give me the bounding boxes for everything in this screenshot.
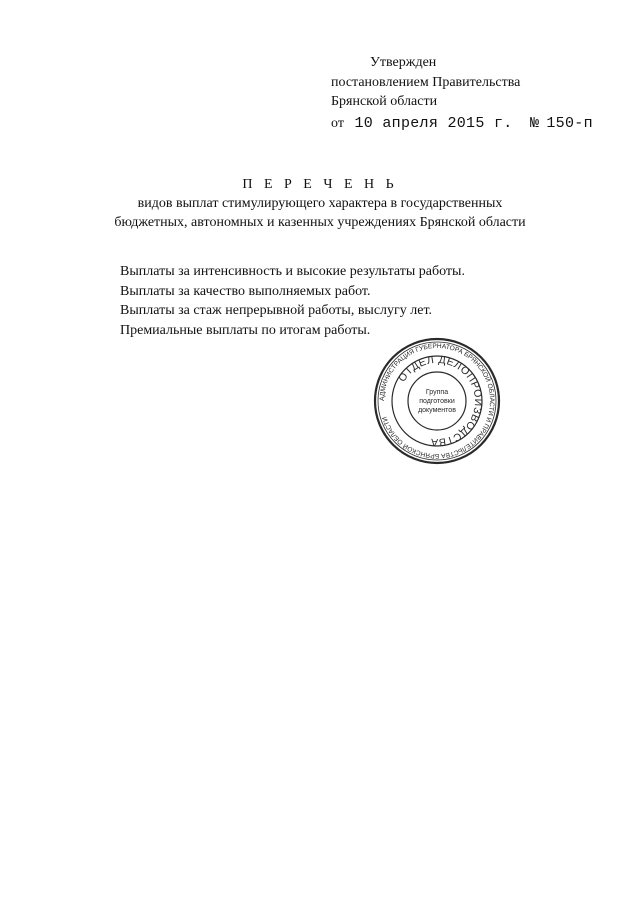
approval-block [331, 53, 593, 133]
number-label: № [530, 114, 540, 132]
document-title: П Е Р Е Ч Е Н Ь [242, 177, 398, 192]
approval-title: Утвержден [370, 55, 437, 70]
seal-middle-textpath: ОТДЕЛ ДЕЛОПРОИЗВОДСТВА [396, 353, 485, 449]
seal-outer-textpath: АДМИНИСТРАЦИЯ ГУБЕРНАТОРА БРЯНСКОЙ ОБЛАСТИ И ПРАВИТЕЛЬСТВА БРЯНСКОЙ ОБЛАСТИ [378, 342, 496, 460]
document-subtitle-line-2: бюджетных, автономных и казенных учреждениях Брянской области [114, 215, 526, 230]
date-prefix: от [331, 115, 344, 131]
approval-decree: постановлением Правительства [331, 74, 521, 90]
document-heading [0, 175, 640, 232]
approval-date: 10 апреля 2015 г. [354, 114, 513, 132]
list-item: Выплаты за интенсивность и высокие результаты работы. [120, 264, 465, 279]
list-item: Выплаты за качество выполняемых работ. [120, 283, 371, 299]
seal-center-line-3: документов [418, 407, 456, 414]
seal-center-line-2: подготовки [419, 398, 455, 405]
official-seal [372, 336, 502, 466]
list-item: Выплаты за стаж непрерывной работы, выслугу лет. [120, 303, 433, 318]
document-subtitle-line-1: видов выплат стимулирующего характера в государственных [137, 196, 503, 211]
seal-center-line-1: Группа [425, 389, 449, 396]
approval-number: 150-п [546, 114, 593, 132]
payments-list [120, 262, 465, 340]
approval-region: Брянской области [331, 94, 438, 109]
approval-date-line [331, 114, 593, 134]
list-item: Премиальные выплаты по итогам работы. [120, 322, 371, 338]
